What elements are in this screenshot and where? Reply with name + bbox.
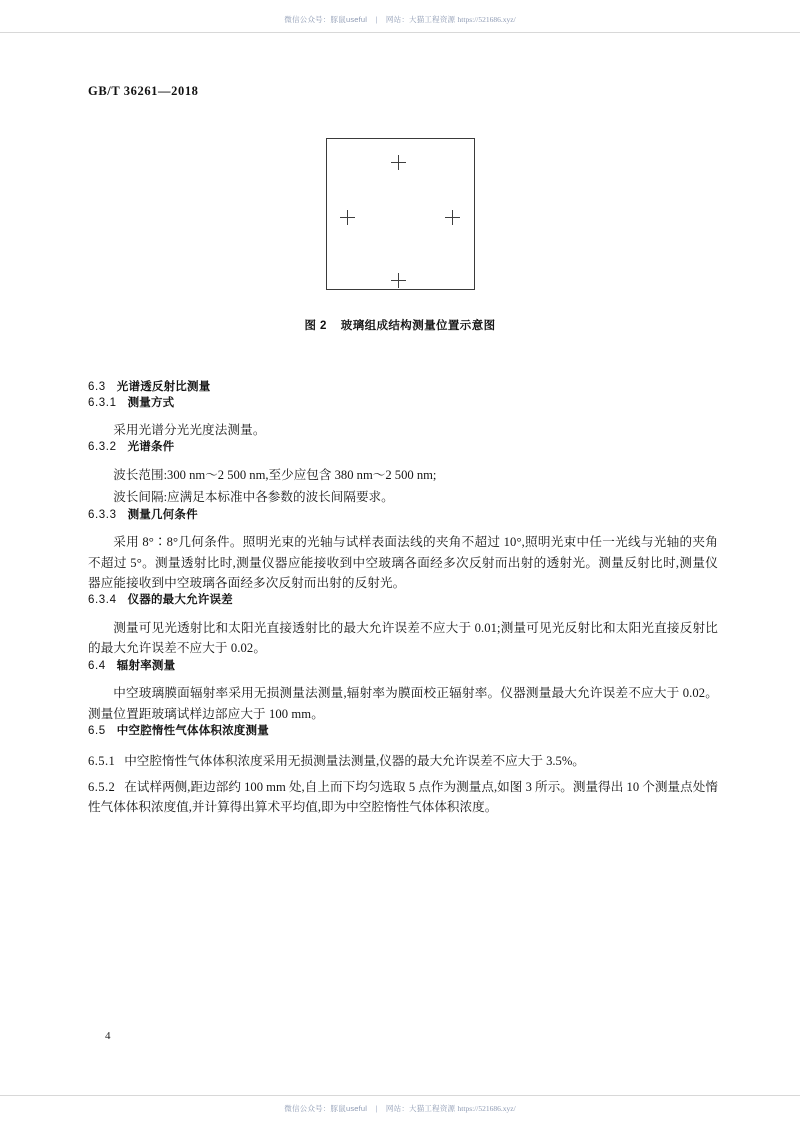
clause-heading-6-3 (88, 380, 718, 396)
clause-title-6-3-3: 测量几何条件 (127, 508, 198, 521)
watermark-bottom-separator: | (375, 1104, 378, 1113)
item-text-6-5-2: 在试样两侧,距边部约 100 mm 处,自上而下均匀选取 5 点作为测量点,如图 3 所示。测量得出 10 个测量点处惰性气体体积浓度值,并计算得出算术平均值,即为中空腔惰性气体体积浓度。 (88, 779, 718, 814)
list-item-6-5-1 (88, 751, 718, 771)
watermark-bottom-site-label: 网站：大猫工程资源 (385, 1104, 456, 1113)
clause-number-6-3: 6.3 (88, 381, 106, 393)
item-number-6-5-2: 6.5.2 (88, 779, 116, 794)
clause-title-6-3-2: 光谱条件 (127, 441, 175, 454)
clause-number-6-3-1: 6.3.1 (88, 396, 117, 409)
standard-code: GB/T 36261—2018 (88, 84, 199, 98)
clause-body-6-3-3: 采用 8°∶8°几何条件。照明光束的光轴与试样表面法线的夹角不超过 10°,照明光束中任一光线与光轴的夹角不超过 5°。测量透射比时,测量仪器应能接收到中空玻璃各面经多次反射而出射的透射光。测量反射比时,测量仪器应能接收到中空玻璃各面经多次反射而出射的反射光。 (88, 535, 718, 591)
clause-number-6-5: 6.5 (88, 725, 106, 737)
figure-2-caption (0, 317, 800, 333)
clause-number-6-4: 6.4 (88, 659, 106, 672)
watermark-site-label: 网站：大猫工程资源 (385, 15, 456, 24)
clause-heading-6-3-2 (88, 440, 718, 456)
clause-title-6-3: 光谱透反射比测量 (116, 381, 211, 393)
page-number: 4 (105, 1030, 111, 1042)
clause-body-6-3-4: 测量可见光透射比和太阳光直接透射比的最大允许误差不应大于 0.01;测量可见光反射比和太阳光直接反射比的最大允许误差不应大于 0.02。 (88, 620, 718, 656)
item-number-6-5-1: 6.5.1 (88, 753, 116, 768)
cross-mark-top-icon (391, 155, 406, 170)
watermark-top (0, 14, 800, 25)
clause-heading-6-3-3 (88, 508, 718, 524)
clause-body-6-3-1: 采用光谱分光光度法测量。 (113, 423, 266, 438)
clause-title-6-5: 中空腔惰性气体体积浓度测量 (116, 725, 269, 737)
cross-mark-bottom-icon (391, 273, 406, 288)
clause-title-6-3-4: 仪器的最大允许误差 (127, 594, 233, 607)
list-item-6-5-2 (88, 777, 718, 817)
clause-heading-6-5 (88, 724, 718, 740)
watermark-bottom-wechat-label: 微信公众号：豚鼠useful (284, 1104, 368, 1113)
figure-2-block (0, 138, 800, 333)
item-text-6-5-1: 中空腔惰性气体体积浓度采用无损测量法测量,仪器的最大允许误差不应大于 3.5%。 (124, 753, 585, 768)
clause-number-6-3-2: 6.3.2 (88, 441, 117, 454)
clause-heading-6-3-1 (88, 396, 718, 412)
clause-title-6-3-1: 测量方式 (127, 396, 175, 409)
clause-number-6-3-3: 6.3.3 (88, 508, 117, 521)
watermark-url: https://521686.xyz/ (457, 15, 516, 24)
document-body (88, 380, 718, 817)
clause-title-6-4: 辐射率测量 (116, 659, 176, 672)
figure-2-title: 玻璃组成结构测量位置示意图 (340, 320, 496, 332)
figure-2-number: 图 2 (304, 320, 327, 332)
cross-mark-right-icon (445, 210, 460, 225)
clause-heading-6-4 (88, 659, 718, 675)
watermark-bottom-url: https://521686.xyz/ (457, 1104, 516, 1113)
cross-mark-left-icon (340, 210, 355, 225)
watermark-bottom (0, 1103, 800, 1114)
clause-heading-6-3-4 (88, 593, 718, 609)
glass-sample-outline (326, 138, 475, 290)
spec-wavelength-interval: 波长间隔:应满足本标准中各参数的波长间隔要求。 (113, 490, 394, 505)
clause-body-6-4: 中空玻璃膜面辐射率采用无损测量法测量,辐射率为膜面校正辐射率。仪器测量最大允许误差不应大于 0.02。测量位置距玻璃试样边部应大于 100 mm。 (88, 686, 718, 721)
footer-divider (0, 1095, 800, 1096)
watermark-wechat-label: 微信公众号：豚鼠useful (284, 15, 368, 24)
clause-number-6-3-4: 6.3.4 (88, 594, 117, 607)
header-divider (0, 32, 800, 33)
watermark-separator: | (375, 15, 378, 24)
spec-wavelength-range: 波长范围:300 nm～2 500 nm,至少应包含 380 nm～2 500 nm; (113, 467, 437, 482)
